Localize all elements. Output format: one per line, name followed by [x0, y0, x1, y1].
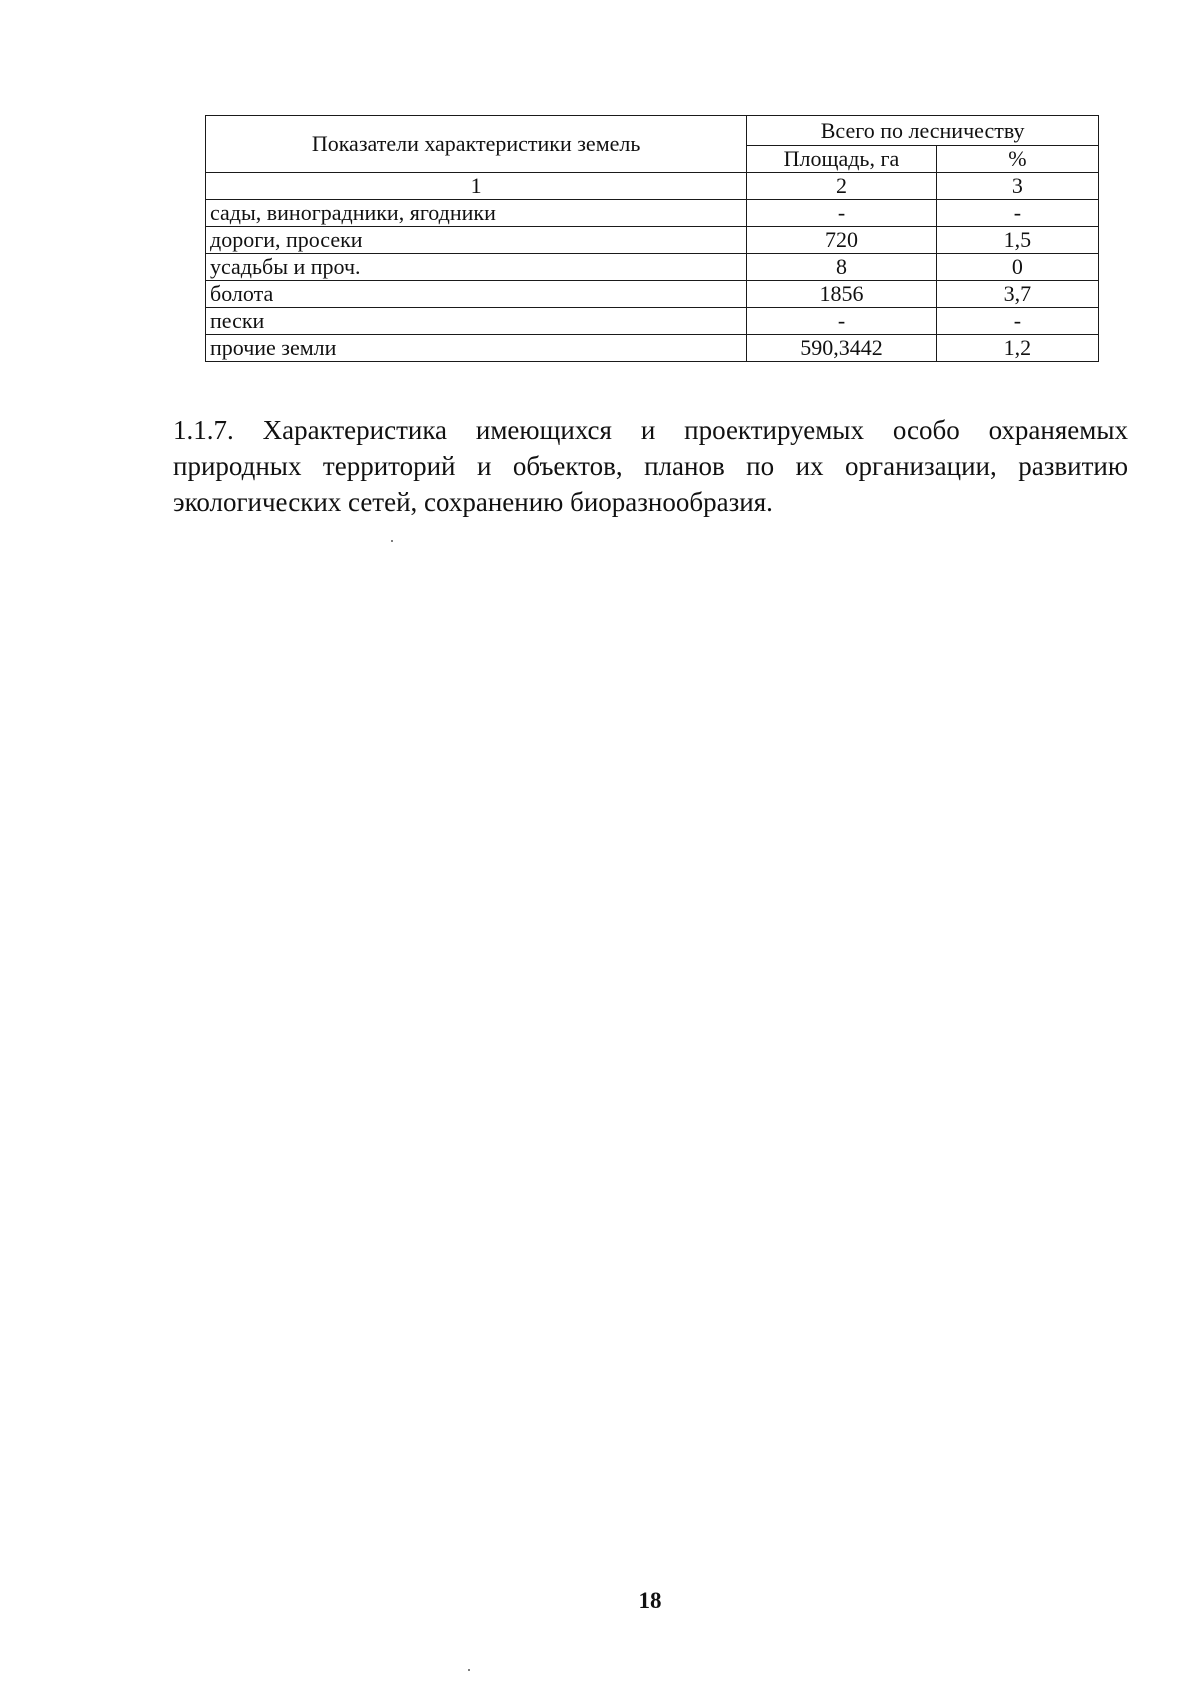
column-number: 3	[936, 173, 1098, 200]
row-percent: -	[936, 308, 1098, 335]
row-area: 8	[747, 254, 936, 281]
table-row	[206, 200, 1099, 227]
row-percent: 0	[936, 254, 1098, 281]
header-percent: %	[936, 146, 1098, 173]
row-area: 590,3442	[747, 335, 936, 362]
row-name: пески	[206, 308, 747, 335]
table-row	[206, 281, 1099, 308]
row-area: 720	[747, 227, 936, 254]
row-percent: 1,5	[936, 227, 1098, 254]
land-characteristics-table	[205, 115, 1099, 362]
table-row	[206, 308, 1099, 335]
row-percent: 3,7	[936, 281, 1098, 308]
table-row	[206, 227, 1099, 254]
row-area: 1856	[747, 281, 936, 308]
table-row	[206, 254, 1099, 281]
header-area: Площадь, га	[747, 146, 936, 173]
header-indicator: Показатели характеристики земель	[206, 116, 747, 173]
row-percent: 1,2	[936, 335, 1098, 362]
table-row	[206, 335, 1099, 362]
row-name: усадьбы и проч.	[206, 254, 747, 281]
table-header-row	[206, 116, 1099, 146]
column-number: 1	[206, 173, 747, 200]
row-name: сады, виноградники, ягодники	[206, 200, 747, 227]
row-area: -	[747, 308, 936, 335]
row-name: дороги, просеки	[206, 227, 747, 254]
section-heading: 1.1.7. Характеристика имеющихся и проектируемых особо охраняемых природных территорий и объектов, планов по их организации, развитию экологических сетей, сохранению биоразнообразия.	[173, 415, 1128, 517]
row-area: -	[747, 200, 936, 227]
scan-speck	[391, 540, 393, 542]
scan-speck	[468, 1669, 470, 1671]
page-number: 18	[638, 1588, 662, 1613]
row-name: прочие земли	[206, 335, 747, 362]
column-number-row	[206, 173, 1099, 200]
header-total-group: Всего по лесничеству	[747, 116, 1099, 146]
row-percent: -	[936, 200, 1098, 227]
column-number: 2	[747, 173, 936, 200]
row-name: болота	[206, 281, 747, 308]
